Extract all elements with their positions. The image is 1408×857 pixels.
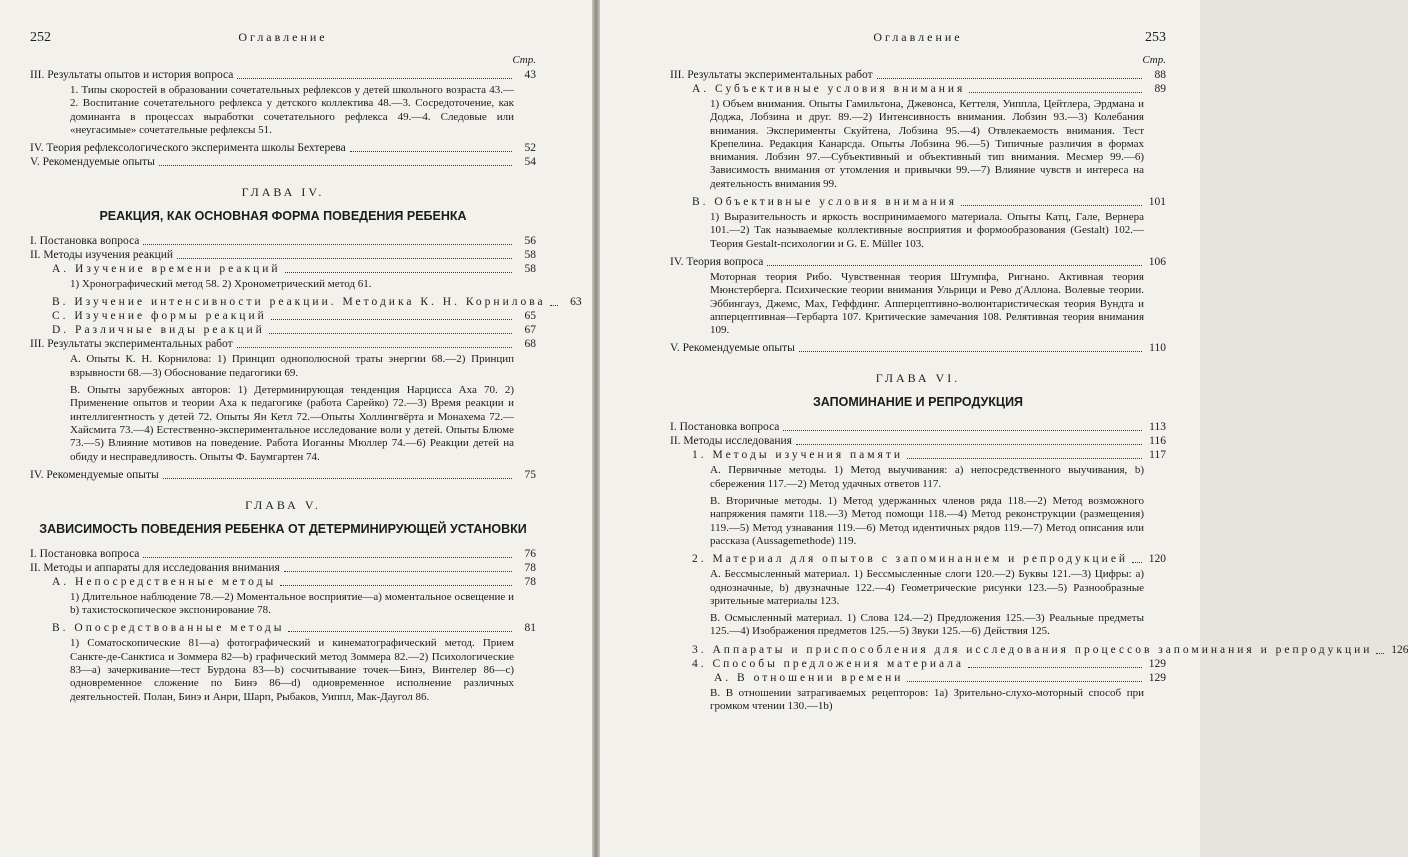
running-title: Оглавление <box>873 30 963 44</box>
toc-entry-page: 56 <box>524 235 536 248</box>
page-header <box>30 30 536 52</box>
toc-entry-title: А. Изучение времени реакций <box>52 263 281 276</box>
toc-entry <box>30 547 536 561</box>
toc-description: В. Опыты зарубежных авторов: 1) Детерминирующая тенденция Нарцисса Аха 70. 2) Применение опытов и теории Аха к педагогике (работа Сарейко) 72.—3) Время реакции и интеллигентность у детей 72. Опыты Ян Кетл 72.—Опыты Холлингвёрта и Монахема 72.—Хайсмита 73.—4) Естественно-экспериментальное исследование воли у детей. Опыты Блюме 73.—5) Влияние мотивов на поведение. Работа Иоганны Мюллер 74.—6) Реакции детей на обиду и несправедливость. Опыты Ф. Баумгартен 74. <box>70 384 514 463</box>
toc-entry-page: 78 <box>524 561 536 574</box>
toc-entry <box>692 82 1166 96</box>
toc-entry-page: 81 <box>524 622 536 635</box>
toc-entry-title: V. Рекомендуемые опыты <box>670 342 795 355</box>
toc-entry-page: 58 <box>524 249 536 262</box>
toc-entry <box>692 195 1166 209</box>
toc-description: 1) Соматоскопические 81—а) фотографический и кинематографический метод. Прием Санкте-де-Санктиса и Зоммера 82—b) графический метод Зоммера 82.—2) Психологические 83—а) зачеркивание—тест Бурдона 83—b) сосчитывание точек—Бинэ, Винтелер 86—c) одновременное сложение по Бинэ 86—d) одновременное исполнение различных деятельностей. Полан, Бинэ и Анри, Шарп, Рыбаков, Уиппл, Мак-Даугол 86. <box>70 637 514 703</box>
right-page <box>600 0 1408 857</box>
toc-description: 1) Выразительность и яркость воспринимаемого материала. Опыты Катц, Гале, Вернера 101.—2) Так называемые коллективные восприятия и формообразования (Gestalt) 102.—Теория Gestalt-психологии и G. E. Müller 103. <box>710 211 1144 250</box>
leader-dots <box>159 165 512 166</box>
left-page <box>0 0 592 857</box>
toc-block <box>30 68 536 169</box>
toc-description: 1. Типы скоростей в образовании сочетательных рефлексов у детей школьного возраста 43.—2. Воспитание сочетательного рефлекса у детского коллектива 48.—3. Сосредоточение, как доминанта в процессах выработки сочетательного рефлекса 49.—4. Следовые или «неугасимые» сочетательные рефлексы 51. <box>70 84 514 136</box>
toc-description: А. Первичные методы. 1) Метод выучивания: а) непосредственного выучивания, b) сбережения 117.—2) Метод удачных ответов 117. <box>710 464 1144 490</box>
page-header <box>670 30 1166 52</box>
toc-description: В. Осмысленный материал. 1) Слова 124.—2) Предложения 125.—3) Реальные предметы 125.—4) Изображения предметов 125.—5) Звуки 125.—6) Действия 125. <box>710 612 1144 638</box>
toc-block <box>30 234 582 482</box>
toc-block <box>30 547 536 704</box>
toc-entry <box>692 657 1166 671</box>
toc-entry-page: 101 <box>1148 196 1166 209</box>
chapter-title: ЗАПОМИНАНИЕ И РЕПРОДУКЦИЯ <box>812 395 1024 410</box>
leader-dots <box>767 265 1142 266</box>
toc-entry-page: 106 <box>1148 255 1166 268</box>
toc-entry-title: 1. Методы изучения памяти <box>692 449 903 462</box>
leader-dots <box>163 478 512 479</box>
leader-dots <box>280 585 512 586</box>
toc-entry-title: III. Результаты экспериментальных работ <box>30 338 233 351</box>
toc-entry-title: IV. Рекомендуемые опыты <box>30 468 159 481</box>
leader-dots <box>350 151 512 152</box>
toc-entry <box>692 448 1166 462</box>
toc-entry <box>692 552 1166 566</box>
toc-description: 1) Длительное наблюдение 78.—2) Моментальное восприятие—а) моментальное освещение и b) тахистоскопическое экспонирование 78. <box>70 590 514 617</box>
running-title: Оглавление <box>238 30 328 44</box>
toc-entry-page: 129 <box>1148 657 1166 670</box>
toc-entry-page: 113 <box>1149 421 1166 434</box>
toc-description: В. В отношении затрагиваемых рецепторов: 1а) Зрительно-слухо-моторный способ при громком чтении 130.—1b) <box>710 686 1144 713</box>
page-column-label: Стр. <box>1142 54 1166 66</box>
toc-entry-page: 43 <box>524 69 536 81</box>
toc-entry-page: 88 <box>1154 69 1166 81</box>
chapter-title: ЗАВИСИМОСТЬ ПОВЕДЕНИЯ РЕБЕНКА ОТ ДЕТЕРМИНИРУЮЩЕЙ УСТАНОВКИ <box>39 521 527 536</box>
leader-dots <box>269 333 512 334</box>
toc-entry-title: II. Методы изучения реакций <box>30 249 174 262</box>
toc-entry <box>30 234 536 248</box>
toc-entry-title: III. Результаты опытов и история вопроса <box>30 69 234 81</box>
toc-entry-title: С. Изучение формы реакций <box>52 310 267 323</box>
toc-description: 1) Хронографический метод 58. 2) Хронометрический метод 61. <box>70 278 372 291</box>
page-column-label: Стр. <box>512 54 536 66</box>
toc-description: В. Вторичные методы. 1) Метод удержанных членов ряда 118.—2) Метод возможного напряжения памяти 118.—3) Метод помощи 118.—4) Метод реконструкции (размещения) 119.—5) Метод узнавания 119.—6) Метод идентичных рядов 119.—7) Метод описания или рассказа (Aussagemethode) 119. <box>710 495 1144 547</box>
toc-description: 1) Объем внимания. Опыты Гамильтона, Джевонса, Кеттеля, Уиппла, Цейтлера, Эрдмана и Доджа, Лобзина и друг. 89.—2) Интенсивность внимания. Лобзин 93.—3) Колебания внимания. Эксперименты Скуйтена, Лобзина 95.—4) Отвлекаемость внимания. Тест Крепелина. Редакция Канарсда. Опыты Лобзина 96.—5) Типичные различия в формах внимания. Лобзин 97.—Субъективный и объективный тип внимания. Месмер 99.—6) Зависимость внимания от утомления и привычки 99.—7) Влияние чувств и интереса на деятельность внимания 99. <box>710 98 1144 190</box>
toc-entry-page: 89 <box>1154 83 1166 95</box>
toc-entry-title: В. Изучение интенсивности реакции. Методика К. Н. Корнилова <box>52 296 546 309</box>
toc-entry-page: 120 <box>1148 553 1166 566</box>
toc-entry <box>692 643 1408 657</box>
toc-entry-title: 3. Аппараты и приспособления для исследования процессов запоминания и репродукции <box>692 643 1373 656</box>
page-number: 253 <box>1145 30 1166 45</box>
toc-entry <box>30 141 536 155</box>
toc-entry <box>30 468 536 482</box>
toc-entry <box>52 295 582 309</box>
toc-entry-title: 2. Материал для опытов с запоминанием и репродукцией <box>692 553 1129 566</box>
toc-entry-title: А. Субъективные условия внимания <box>692 83 966 95</box>
toc-entry <box>670 255 1166 269</box>
toc-entry <box>670 434 1166 448</box>
leader-dots <box>1132 562 1142 563</box>
toc-entry-title: А. В отношении времени <box>714 671 904 684</box>
toc-entry <box>30 155 536 169</box>
toc-entry-page: 58 <box>524 263 536 276</box>
toc-entry-title: I. Постановка вопроса <box>30 547 140 560</box>
toc-entry-title: I. Постановка вопроса <box>30 235 140 248</box>
toc-entry <box>52 262 536 276</box>
leader-dots <box>271 319 512 320</box>
toc-entry <box>714 671 1166 685</box>
toc-entry <box>52 309 536 323</box>
toc-entry <box>670 68 1166 82</box>
leader-dots <box>969 92 1142 93</box>
toc-entry-title: А. Непосредственные методы <box>52 575 277 588</box>
toc-entry-title: IV. Теория рефлексологического эксперимента школы Бехтерева <box>30 142 346 155</box>
leader-dots <box>143 244 512 245</box>
toc-entry <box>30 68 536 82</box>
toc-entry-title: III. Результаты экспериментальных работ <box>670 69 873 81</box>
toc-description: А. Бессмысленный материал. 1) Бессмысленные слоги 120.—2) Буквы 121.—3) Цифры: а) однозначные, b) двузначные 122.—4) Геометрические рисунки 123.—5) Разнообразные зрительные материалы 123. <box>710 568 1144 607</box>
toc-entry-title: II. Методы и аппараты для исследования внимания <box>30 561 280 574</box>
toc-entry-page: 116 <box>1149 435 1166 448</box>
toc-entry-title: I. Постановка вопроса <box>670 421 780 434</box>
toc-entry <box>670 341 1166 355</box>
toc-block <box>670 420 1408 713</box>
toc-block <box>670 68 1166 355</box>
leader-dots <box>961 205 1142 206</box>
leader-dots <box>285 272 512 273</box>
leader-dots <box>783 430 1142 431</box>
leader-dots <box>550 305 558 306</box>
chapter-label: ГЛАВА VI. <box>875 371 961 386</box>
leader-dots <box>796 444 1142 445</box>
toc-entry-page: 75 <box>524 468 536 481</box>
toc-entry <box>52 575 536 589</box>
leader-dots <box>177 258 512 259</box>
toc-entry-page: 126 <box>1391 643 1408 656</box>
leader-dots <box>237 78 512 79</box>
toc-entry-page: 68 <box>524 338 536 351</box>
chapter-title: РЕАКЦИЯ, КАК ОСНОВНАЯ ФОРМА ПОВЕДЕНИЯ РЕБЕНКА <box>99 209 467 224</box>
toc-entry <box>52 621 536 635</box>
toc-entry-page: 67 <box>524 324 536 337</box>
toc-entry <box>30 561 536 575</box>
leader-dots <box>907 458 1142 459</box>
leader-dots <box>284 571 512 572</box>
book-gutter <box>592 0 600 857</box>
toc-entry-page: 63 <box>570 296 582 309</box>
chapter-label: ГЛАВА V. <box>245 497 321 512</box>
toc-entry <box>52 323 536 337</box>
page-number: 252 <box>30 30 51 45</box>
leader-dots <box>799 351 1142 352</box>
leader-dots <box>1376 653 1384 654</box>
toc-entry <box>670 420 1166 434</box>
toc-entry-title: В. Опосредствованные методы <box>52 622 285 635</box>
toc-entry-title: D. Различные виды реакций <box>52 324 265 337</box>
leader-dots <box>143 557 512 558</box>
toc-entry-page: 117 <box>1149 449 1166 462</box>
toc-entry-page: 129 <box>1148 671 1166 684</box>
leader-dots <box>288 631 512 632</box>
toc-entry <box>30 337 536 351</box>
toc-entry <box>30 248 536 262</box>
toc-entry-page: 78 <box>524 575 536 588</box>
toc-entry-title: II. Методы исследования <box>670 435 792 448</box>
toc-description: А. Опыты К. Н. Корнилова: 1) Принцип однополюсной траты энергии 68.—2) Принцип взрывности 68.—3) Обоснование педагогики 69. <box>70 353 514 379</box>
toc-entry-page: 65 <box>524 310 536 323</box>
toc-entry-title: V. Рекомендуемые опыты <box>30 156 155 169</box>
leader-dots <box>907 681 1142 682</box>
toc-entry-title: IV. Теория вопроса <box>670 255 764 268</box>
chapter-label: ГЛАВА IV. <box>241 185 325 200</box>
leader-dots <box>237 347 512 348</box>
toc-entry-page: 52 <box>524 142 536 155</box>
toc-entry-page: 110 <box>1149 342 1166 355</box>
toc-description: Моторная теория Рибо. Чувственная теория Штумпфа, Ригнано. Активная теория Мюнстерберга. Психические теории внимания Ульрици и Рево д'Аллона. Волевые теории. Эббингауз, Джемс, Мах, Геффдинг. Апперцептивно-волюнтаристическая теория Вундта и апперцептивная—Гербарта 107. Критические замечания 108. Релятивная теория внимания 109. <box>710 270 1144 337</box>
toc-entry-page: 76 <box>524 547 536 560</box>
toc-entry-title: 4. Способы предложения материала <box>692 657 965 670</box>
toc-entry-page: 54 <box>524 156 536 169</box>
toc-entry-title: В. Объективные условия внимания <box>692 196 957 209</box>
leader-dots <box>877 78 1142 79</box>
leader-dots <box>968 667 1142 668</box>
